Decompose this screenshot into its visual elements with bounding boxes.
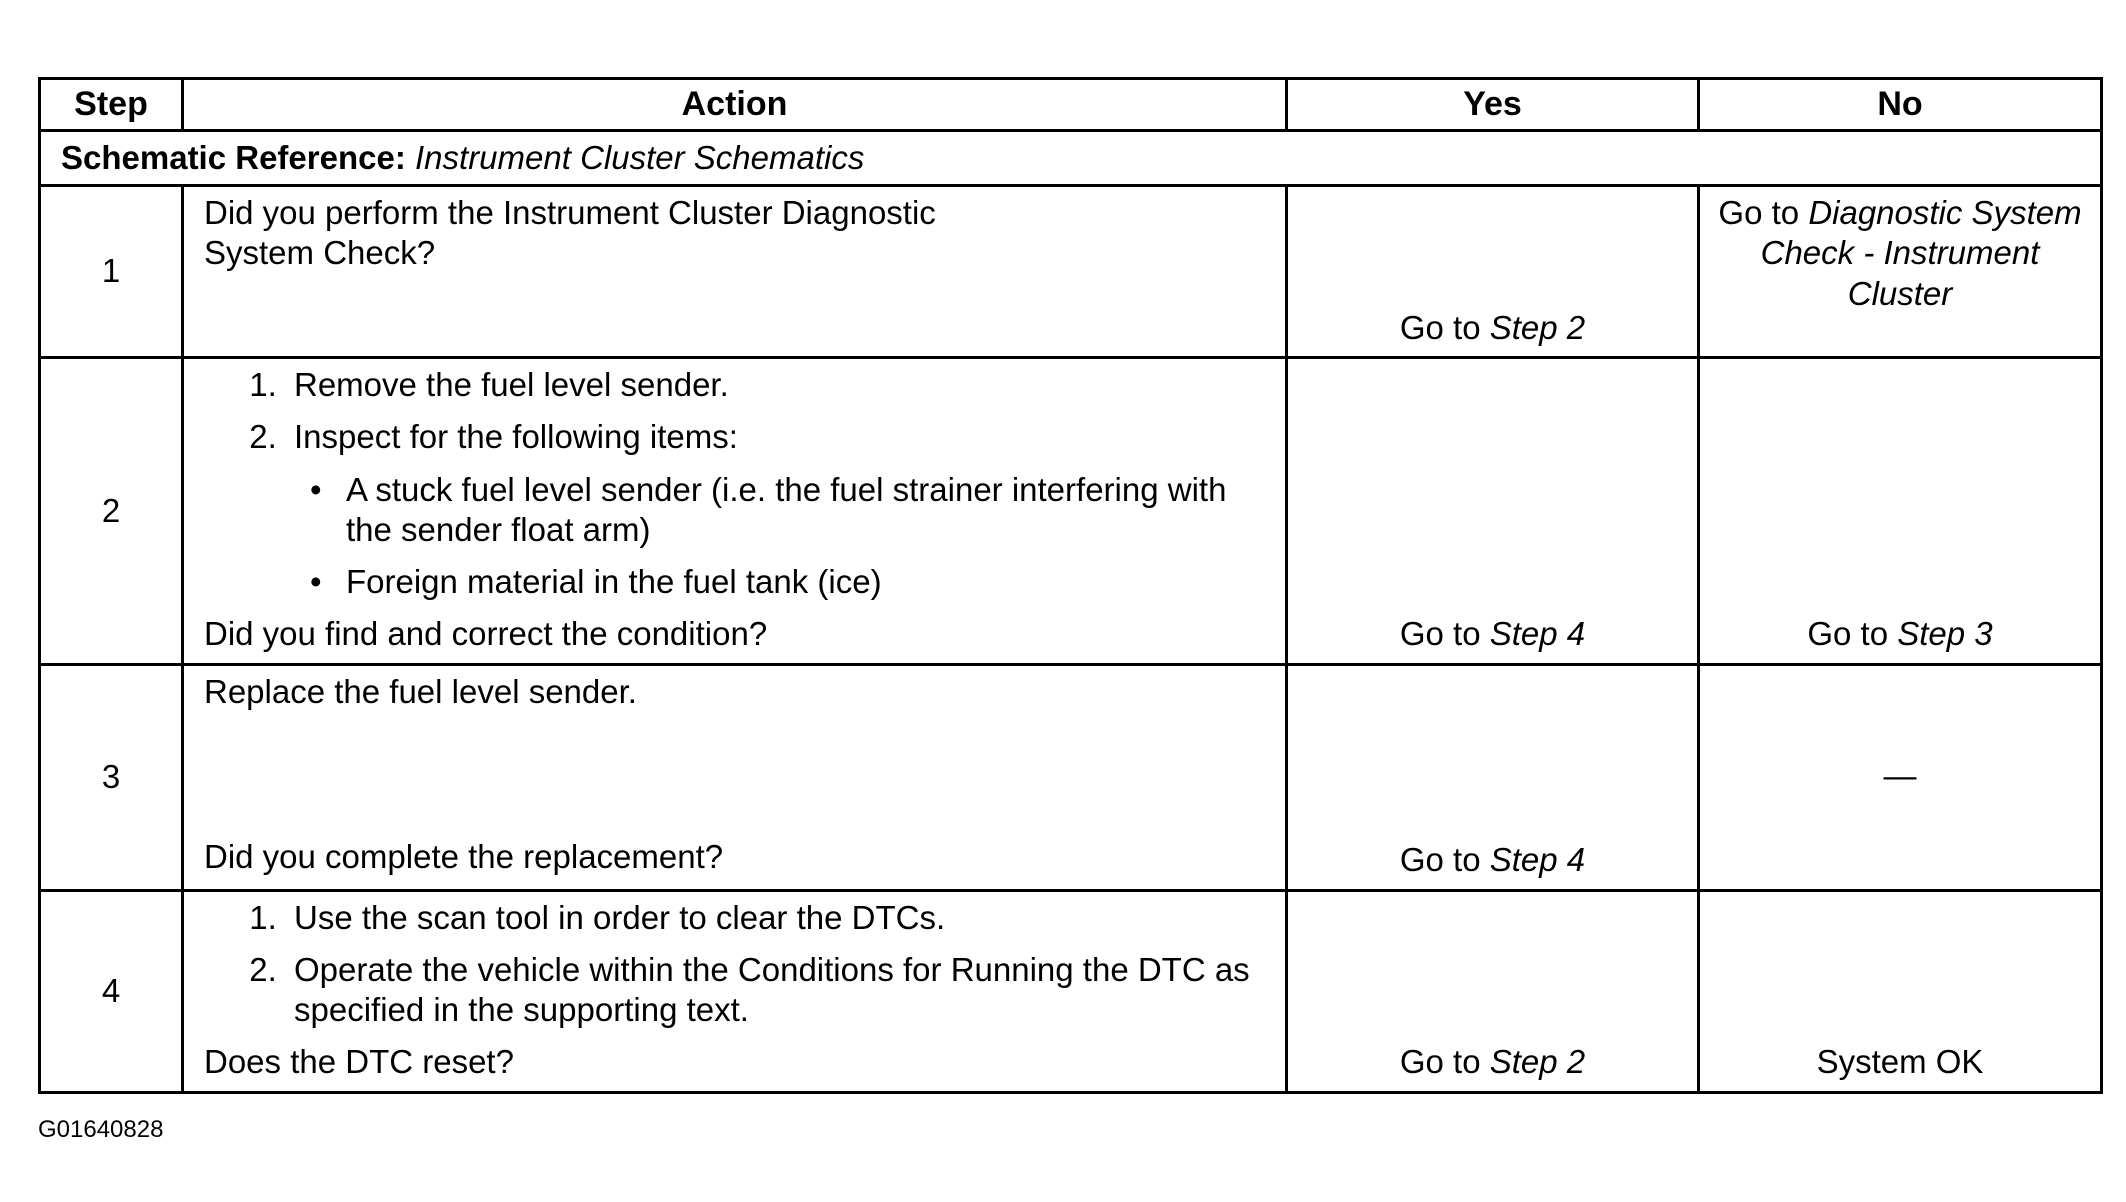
step-number: 4: [40, 890, 183, 1092]
yes-prefix: Go to: [1399, 308, 1481, 346]
action-question: Did you complete the replacement?: [204, 838, 724, 876]
header-yes: Yes: [1287, 79, 1699, 131]
yes-target: Step 2: [1489, 1043, 1586, 1081]
yes-prefix: Go to: [1399, 841, 1481, 879]
yes-prefix: Go to: [1399, 615, 1481, 653]
schematic-reference-label: Schematic Reference:: [61, 138, 406, 176]
diagnostic-table: [38, 77, 2103, 1094]
no-prefix: Go to: [1718, 194, 1800, 231]
table-row: [40, 664, 2102, 890]
list-item: 1. Remove the fuel level sender.: [286, 365, 1273, 405]
header-no: No: [1699, 79, 2102, 131]
bullet-list: [294, 470, 1273, 603]
yes-target: Step 2: [1489, 308, 1586, 346]
yes-prefix: Go to: [1399, 1043, 1481, 1081]
bullet-item: • A stuck fuel level sender (i.e. the fuel strainer interfering with the sender float arm): [340, 470, 1273, 551]
yes-target: Step 4: [1489, 615, 1586, 653]
no-cell: [1699, 186, 2102, 358]
action-list: [204, 365, 1273, 602]
no-cell: [1699, 890, 2102, 1092]
yes-cell: [1287, 890, 1699, 1092]
schematic-reference-value: Instrument Cluster Schematics: [415, 138, 865, 176]
no-prefix: Go to: [1807, 615, 1889, 653]
list-item-text: Inspect for the following items:: [294, 418, 738, 456]
yes-cell: [1287, 358, 1699, 665]
image-id-label: G01640828: [38, 1116, 164, 1143]
action-cell: [183, 358, 1287, 665]
no-target: Diagnostic System Check - Instrument Cluster: [1760, 194, 2082, 312]
no-cell: [1699, 664, 2102, 890]
action-text: Did you perform the Instrument Cluster Diagnostic System Check?: [204, 194, 936, 272]
yes-target: Step 4: [1489, 841, 1586, 879]
table-row: [40, 186, 2102, 358]
action-list: [204, 898, 1273, 1031]
no-cell: [1699, 358, 2102, 665]
action-cell: [183, 664, 1287, 890]
no-value: System OK: [1816, 1043, 1984, 1081]
step-number: 1: [40, 186, 183, 358]
header-step: Step: [40, 79, 183, 131]
yes-cell: [1287, 186, 1699, 358]
no-value: —: [1883, 756, 1917, 794]
bullet-item: • Foreign material in the fuel tank (ice): [340, 562, 1273, 602]
list-item: [286, 417, 1273, 602]
action-content: [204, 672, 1273, 878]
list-item: 2. Operate the vehicle within the Conditions for Running the DTC as specified in the supporting text.: [286, 950, 1273, 1031]
header-action: Action: [183, 79, 1287, 131]
list-item: 1. Use the scan tool in order to clear the DTCs.: [286, 898, 1273, 938]
schematic-reference-cell: [40, 131, 2102, 186]
header-row: [40, 79, 2102, 131]
step-number: 3: [40, 664, 183, 890]
table-row: [40, 890, 2102, 1092]
step-number: 2: [40, 358, 183, 665]
no-target: Step 3: [1897, 615, 1993, 653]
yes-cell: [1287, 664, 1699, 890]
action-question: Does the DTC reset?: [204, 1043, 514, 1081]
action-text: Replace the fuel level sender.: [204, 672, 637, 710]
action-cell: [183, 186, 1287, 358]
table-row: [40, 358, 2102, 665]
action-question: Did you find and correct the condition?: [204, 615, 768, 653]
schematic-reference-row: [40, 131, 2102, 186]
action-cell: [183, 890, 1287, 1092]
